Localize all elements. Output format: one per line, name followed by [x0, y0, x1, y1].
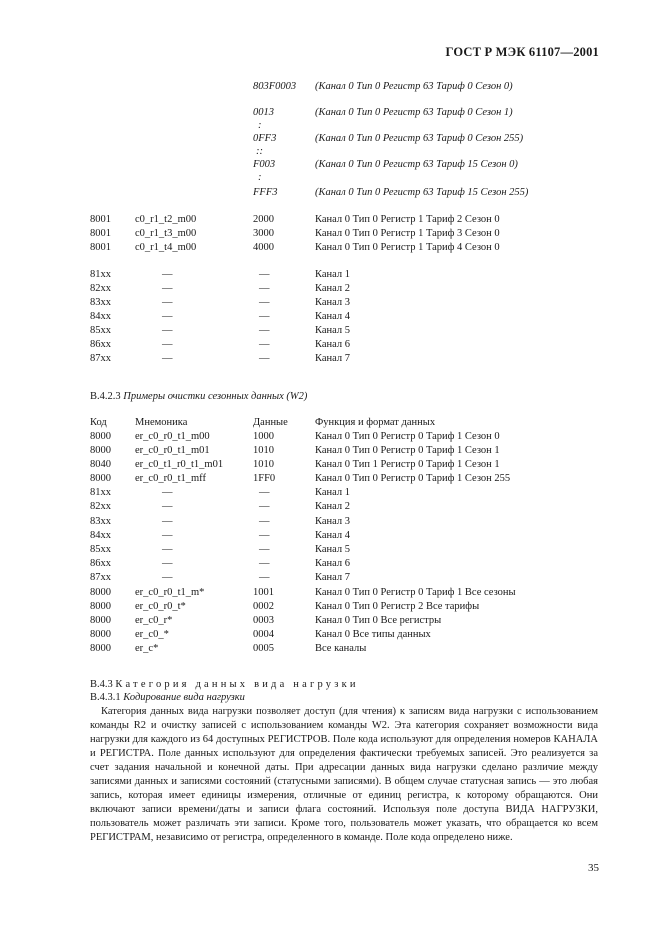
- cell-function: Канал 7: [315, 572, 351, 583]
- cell-mnemonic: —: [162, 283, 173, 294]
- cell-mnemonic: c0_r1_t2_m00: [135, 214, 197, 225]
- cell-mnemonic: c0_r1_t4_m00: [135, 242, 197, 253]
- cell-data: 3000: [253, 228, 274, 239]
- cell-function: Канал 1: [315, 487, 351, 498]
- paragraph-line: нагрузки для каждого из 64 доступных РЕГИСТРОВ. Поле кода используют для определения номеров КАНАЛА: [90, 734, 598, 745]
- top-data-3: 0FF3: [253, 133, 277, 144]
- cell-code: 81xx: [90, 269, 111, 280]
- cell-code: 83xx: [90, 297, 111, 308]
- cell-mnemonic: —: [162, 325, 173, 336]
- cell-function: Канал 0 Тип 1 Регистр 0 Тариф 1 Сезон 1: [315, 459, 500, 470]
- cell-code: 8040: [90, 459, 111, 470]
- cell-mnemonic: er_c0_*: [135, 629, 169, 640]
- cell-mnemonic: —: [162, 516, 173, 527]
- paragraph-line: пользователь может различать эти записи. Кроме того, пользователь может указать, что обращается ко всем: [90, 818, 598, 829]
- section-title: Примеры очистки сезонных данных (: [123, 391, 290, 402]
- standard-header: ГОСТ Р МЭК 61107—2001: [445, 45, 599, 59]
- paragraph-line: запись, которая имеет единицы измерения, отличные от единиц регистра, к которому обращаются. Они: [90, 790, 598, 801]
- section-heading-b423: [90, 390, 307, 403]
- cell-mnemonic: —: [162, 530, 173, 541]
- cell-data: —: [259, 516, 270, 527]
- cell-data: —: [259, 530, 270, 541]
- cell-function: Канал 7: [315, 353, 351, 364]
- cell-code: 8000: [90, 445, 111, 456]
- cell-data: 1001: [253, 587, 274, 598]
- cell-mnemonic: er_c0_r0_t1_mff: [135, 473, 206, 484]
- top-func-0: (Канал 0 Тип 0 Регистр 63 Тариф 0 Сезон 0): [315, 81, 513, 92]
- cell-function: Канал 3: [315, 516, 351, 527]
- paragraph-line: РЕГИСТРАМ, независимо от регистра, определенного в команде. Поле кода определено ниже.: [90, 832, 513, 843]
- cell-function: Канал 0 Тип 0 Регистр 0 Тариф 1 Сезон 1: [315, 445, 500, 456]
- paragraph-line: счет задания начальной и конечной даты. При адресации данных вида нагрузки сделано различие между: [90, 762, 598, 773]
- cell-function: Канал 0 Тип 0 Регистр 1 Тариф 3 Сезон 0: [315, 228, 500, 239]
- cell-data: 0004: [253, 629, 274, 640]
- cell-code: 82xx: [90, 283, 111, 294]
- section-heading-b43: [90, 679, 359, 690]
- header-code: Код: [90, 417, 107, 428]
- cell-function: Канал 0 Тип 0 Регистр 0 Тариф 1 Все сезоны: [315, 587, 516, 598]
- cell-code: 86xx: [90, 339, 111, 350]
- cell-mnemonic: —: [162, 572, 173, 583]
- cell-code: 8000: [90, 615, 111, 626]
- cell-mnemonic: er_c0_r0_t1_m01: [135, 445, 210, 456]
- cell-code: 83xx: [90, 516, 111, 527]
- top-data-0: 803F0003: [253, 81, 297, 92]
- top-ellipsis-3: :: [258, 172, 262, 183]
- top-data-7: FFF3: [253, 187, 278, 198]
- top-func-1: (Канал 0 Тип 0 Регистр 63 Тариф 0 Сезон 1): [315, 107, 513, 118]
- section-title-end: ): [303, 391, 308, 402]
- cell-function: Канал 0 Тип 0 Регистр 0 Тариф 1 Сезон 255: [315, 473, 511, 484]
- cell-code: 86xx: [90, 558, 111, 569]
- paragraph-line: записями данных и записями состояний (статусными записями). В общем случае статусная запись — это любая: [90, 776, 598, 787]
- cell-code: 87xx: [90, 353, 111, 364]
- top-func-3: (Канал 0 Тип 0 Регистр 63 Тариф 0 Сезон 255): [315, 133, 524, 144]
- cell-function: Канал 6: [315, 558, 351, 569]
- section-number: B.4.2.3: [90, 391, 121, 402]
- top-data-1: 0013: [253, 107, 274, 118]
- header-data: Данные: [253, 417, 288, 428]
- cell-code: 85xx: [90, 544, 111, 555]
- cell-function: Канал 0 Тип 0 Регистр 2 Все тарифы: [315, 601, 480, 612]
- top-ellipsis-2: ::: [256, 146, 263, 157]
- cell-mnemonic: —: [162, 501, 173, 512]
- cell-mnemonic: c0_r1_t3_m00: [135, 228, 197, 239]
- cell-data: 1FF0: [253, 473, 276, 484]
- cell-data: —: [259, 297, 270, 308]
- cell-data: —: [259, 558, 270, 569]
- cell-mnemonic: —: [162, 297, 173, 308]
- cell-mnemonic: er_c0_r0_t*: [135, 601, 186, 612]
- cell-mnemonic: —: [162, 269, 173, 280]
- cell-mnemonic: er_c*: [135, 643, 159, 654]
- cell-function: Канал 0 Тип 0 Все регистры: [315, 615, 442, 626]
- cell-data: —: [259, 487, 270, 498]
- paragraph-line: и РЕГИСТРА. Поле данных используют для определения фактически требуемых записей. Это реализуется за: [90, 748, 598, 759]
- cell-mnemonic: —: [162, 487, 173, 498]
- cell-function: Канал 0 Тип 0 Регистр 0 Тариф 1 Сезон 0: [315, 431, 500, 442]
- header-mnemonic: Мнемоника: [135, 417, 188, 428]
- cell-mnemonic: er_c0_r0_t1_m*: [135, 587, 205, 598]
- cell-data: —: [259, 339, 270, 350]
- cell-mnemonic: er_c0_r*: [135, 615, 173, 626]
- cell-mnemonic: —: [162, 339, 173, 350]
- cell-code: 85xx: [90, 325, 111, 336]
- section-number: B.4.3: [90, 679, 113, 690]
- cell-mnemonic: —: [162, 544, 173, 555]
- cell-function: Канал 0 Тип 0 Регистр 1 Тариф 4 Сезон 0: [315, 242, 500, 253]
- cell-mnemonic: —: [162, 558, 173, 569]
- cell-code: 84xx: [90, 530, 111, 541]
- section-title: Категория данных вида нагрузки: [115, 679, 359, 690]
- cell-code: 8001: [90, 214, 111, 225]
- cell-function: Канал 1: [315, 269, 351, 280]
- cell-mnemonic: —: [162, 311, 173, 322]
- cell-data: —: [259, 501, 270, 512]
- top-data-5: F003: [253, 159, 276, 170]
- section-title-w: W2: [289, 391, 304, 402]
- cell-code: 8000: [90, 643, 111, 654]
- cell-data: —: [259, 269, 270, 280]
- cell-code: 8000: [90, 601, 111, 612]
- cell-function: Канал 6: [315, 339, 351, 350]
- section-heading-b431: [90, 692, 245, 703]
- cell-function: Канал 3: [315, 297, 351, 308]
- section-number: B.4.3.1: [90, 692, 121, 703]
- cell-code: 82xx: [90, 501, 111, 512]
- cell-function: Канал 4: [315, 530, 351, 541]
- cell-function: Канал 2: [315, 283, 351, 294]
- cell-data: 2000: [253, 214, 274, 225]
- cell-data: —: [259, 544, 270, 555]
- cell-function: Канал 0 Тип 0 Регистр 1 Тариф 2 Сезон 0: [315, 214, 500, 225]
- cell-data: 1010: [253, 445, 274, 456]
- cell-code: 8001: [90, 242, 111, 253]
- cell-data: 1000: [253, 431, 274, 442]
- cell-code: 8000: [90, 473, 111, 484]
- cell-data: —: [259, 353, 270, 364]
- cell-mnemonic: —: [162, 353, 173, 364]
- cell-function: Канал 5: [315, 325, 351, 336]
- cell-function: Канал 2: [315, 501, 351, 512]
- cell-data: —: [259, 283, 270, 294]
- cell-code: 84xx: [90, 311, 111, 322]
- page-number: 35: [588, 862, 599, 874]
- cell-data: —: [259, 311, 270, 322]
- cell-code: 8000: [90, 431, 111, 442]
- top-func-5: (Канал 0 Тип 0 Регистр 63 Тариф 15 Сезон 0): [315, 159, 518, 170]
- paragraph-line: Категория данных вида нагрузки позволяет доступ (для чтения) к записям вида нагрузки с использованием: [101, 706, 598, 717]
- cell-code: 8000: [90, 629, 111, 640]
- header-function: Функция и формат данных: [315, 417, 436, 428]
- cell-data: 1010: [253, 459, 274, 470]
- cell-mnemonic: er_c0_r0_t1_m00: [135, 431, 210, 442]
- cell-data: —: [259, 325, 270, 336]
- cell-function: Канал 0 Все типы данных: [315, 629, 431, 640]
- cell-code: 81xx: [90, 487, 111, 498]
- cell-code: 8000: [90, 587, 111, 598]
- section-title: Кодирование вида нагрузки: [123, 692, 245, 703]
- cell-data: 4000: [253, 242, 274, 253]
- cell-code: 8001: [90, 228, 111, 239]
- top-func-7: (Канал 0 Тип 0 Регистр 63 Тариф 15 Сезон 255): [315, 187, 529, 198]
- cell-data: 0005: [253, 643, 274, 654]
- cell-function: Канал 4: [315, 311, 351, 322]
- cell-mnemonic: er_c0_t1_r0_t1_m01: [135, 459, 224, 470]
- paragraph-line: команды R2 и очистку записей с использованием команды W2. Эта категория сохраняет возможности вида: [90, 720, 598, 731]
- cell-data: 0003: [253, 615, 274, 626]
- cell-data: 0002: [253, 601, 274, 612]
- cell-code: 87xx: [90, 572, 111, 583]
- paragraph-line: включают записи времени/даты и записи флага состояний. Используя поле доступа ВИДА НАГРУЗКИ,: [90, 804, 598, 815]
- cell-function: Канал 5: [315, 544, 351, 555]
- cell-data: —: [259, 572, 270, 583]
- cell-function: Все каналы: [315, 643, 367, 654]
- top-ellipsis-1: :: [258, 120, 262, 131]
